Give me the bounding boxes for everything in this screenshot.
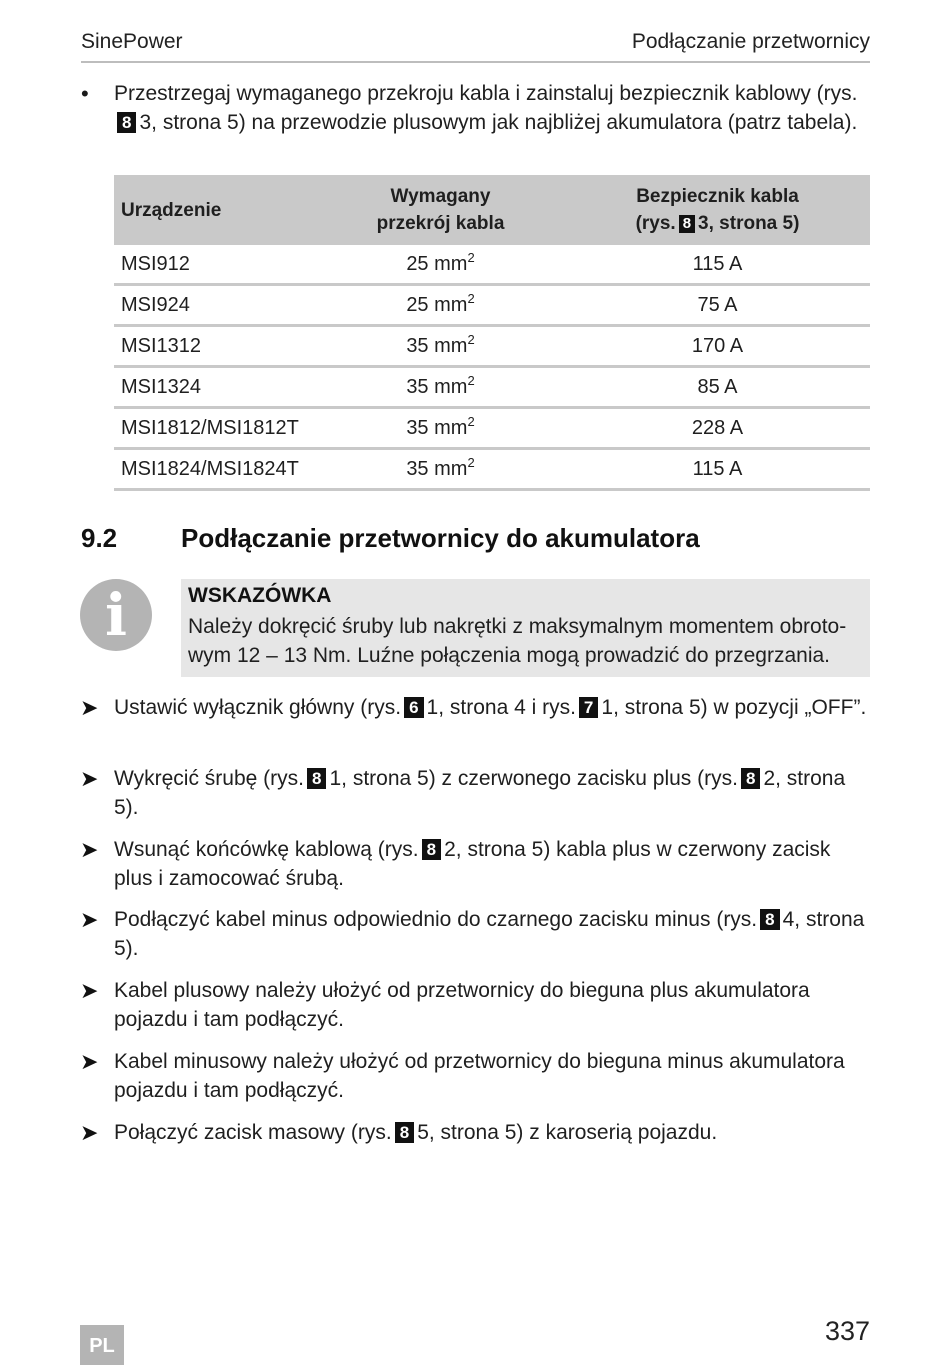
table-row — [114, 367, 870, 408]
figure-ref: 7 — [579, 697, 598, 718]
header-brand: SinePower — [81, 30, 183, 53]
step-arrow-icon: ➤ — [80, 978, 99, 1003]
bullet-marker: • — [81, 81, 89, 106]
cable-spec-table — [114, 175, 870, 491]
step-text: Podłączyć kabel minus odpowiednio do czarnego zacisku minus (rys. — [114, 908, 758, 931]
note-text: Należy dokręcić śruby lub nakrętki z maksymalnym momentem obroto-wym 12 – 13 Nm. Luźne połączenia mogą prowadzić do przegrzania. — [188, 615, 847, 667]
step-arrow-icon: ➤ — [80, 837, 99, 862]
table-header-row — [114, 175, 870, 245]
header-fuse-line1: Bezpiecznik kabla — [636, 186, 799, 207]
cell-section — [316, 367, 565, 408]
language-badge: PL — [80, 1325, 124, 1365]
unit-exponent: 2 — [467, 413, 475, 429]
cell-section — [316, 245, 565, 285]
intro-text-b: 3, strona 5) na przewodzie plusowym jak najbliżej akumulatora (patrz tabela). — [139, 110, 858, 134]
header-fuse-line2a: (rys. — [635, 213, 676, 234]
cell-fuse: 115 A — [565, 245, 870, 285]
header-cable-section — [316, 175, 565, 245]
step-6: Kabel minusowy należy ułożyć od przetwornicy do bieguna minus akumulatora pojazdu i tam podłączyć. — [114, 1050, 845, 1102]
unit-exponent: 2 — [467, 249, 475, 265]
info-icon — [80, 579, 152, 651]
step-arrow-icon: ➤ — [80, 1120, 99, 1145]
step-text: 4, strona 5). — [114, 908, 865, 960]
cell-device: MSI1312 — [114, 326, 316, 367]
step-4 — [114, 906, 870, 963]
step-arrow-icon: ➤ — [80, 695, 99, 720]
step-arrow-icon: ➤ — [80, 907, 99, 932]
unit-exponent: 2 — [467, 372, 475, 388]
section-value: 35 mm — [406, 334, 468, 357]
figure-ref: 8 — [760, 909, 779, 930]
table-row — [114, 449, 870, 490]
step-3 — [114, 836, 870, 893]
figure-ref: 8 — [395, 1122, 414, 1143]
cell-device: MSI912 — [114, 245, 316, 285]
unit-exponent: 2 — [467, 454, 475, 470]
figure-ref: 8 — [117, 112, 136, 133]
figure-ref: 8 — [307, 768, 326, 789]
unit-exponent: 2 — [467, 331, 475, 347]
figure-ref: 6 — [404, 697, 423, 718]
step-text: 1, strona 5) w pozycji „OFF”. — [601, 696, 867, 719]
cell-fuse: 228 A — [565, 408, 870, 449]
step-5: Kabel plusowy należy ułożyć od przetwornicy do bieguna plus akumulatora pojazdu i tam podłączyć. — [114, 979, 810, 1031]
step-text: Wsunąć końcówkę kablową (rys. — [114, 838, 419, 861]
step-text: 5, strona 5) z karoserią pojazdu. — [417, 1121, 718, 1144]
cell-fuse: 170 A — [565, 326, 870, 367]
cell-fuse: 115 A — [565, 449, 870, 490]
step-text: Połączyć zacisk masowy (rys. — [114, 1121, 392, 1144]
section-number: 9.2 — [81, 523, 118, 553]
step-text: 1, strona 4 i rys. — [426, 696, 576, 719]
figure-ref: 8 — [679, 215, 695, 233]
table-row — [114, 326, 870, 367]
cell-device: MSI1324 — [114, 367, 316, 408]
section-value: 25 mm — [406, 293, 468, 316]
header-device: Urządzenie — [114, 175, 316, 245]
table-row — [114, 285, 870, 326]
step-2 — [114, 765, 870, 822]
header-section-line1: Wymagany — [390, 186, 491, 207]
cell-section — [316, 285, 565, 326]
cell-device: MSI924 — [114, 285, 316, 326]
header-section-line2: przekrój kabla — [376, 213, 505, 234]
info-icon-glyph: i — [104, 581, 128, 649]
section-value: 35 mm — [406, 375, 468, 398]
step-text: Wykręcić śrubę (rys. — [114, 767, 304, 790]
step-text: 2, strona 5) kabla plus w czerwony zacisk plus i zamocować śrubą. — [114, 838, 831, 890]
intro-paragraph — [114, 80, 870, 137]
step-1 — [114, 694, 870, 723]
table-row — [114, 245, 870, 285]
cell-section — [316, 326, 565, 367]
step-text: 2, strona 5). — [114, 767, 846, 819]
cell-section — [316, 449, 565, 490]
section-value: 35 mm — [406, 416, 468, 439]
header-fuse-line2b: 3, strona 5) — [698, 213, 800, 234]
section-value: 25 mm — [406, 252, 468, 275]
step-7 — [114, 1119, 870, 1148]
intro-text-a: Przestrzegaj wymaganego przekroju kabla i zainstaluj bezpiecznik kablowy (rys. — [114, 82, 858, 105]
cell-device: MSI1824/MSI1824T — [114, 449, 316, 490]
cell-fuse: 75 A — [565, 285, 870, 326]
section-value: 35 mm — [406, 457, 468, 480]
section-title: Podłączanie przetwornicy do akumulatora — [181, 523, 700, 553]
cell-fuse: 85 A — [565, 367, 870, 408]
step-text: Ustawić wyłącznik główny (rys. — [114, 696, 402, 719]
step-arrow-icon: ➤ — [80, 1049, 99, 1074]
note-title: WSKAZÓWKA — [188, 584, 332, 607]
header-chapter: Podłączanie przetwornicy — [631, 30, 870, 53]
figure-ref: 8 — [741, 768, 760, 789]
figure-ref: 8 — [422, 839, 441, 860]
page-header — [81, 30, 870, 63]
table-row — [114, 408, 870, 449]
cell-section — [316, 408, 565, 449]
unit-exponent: 2 — [467, 290, 475, 306]
cell-device: MSI1812/MSI1812T — [114, 408, 316, 449]
step-arrow-icon: ➤ — [80, 766, 99, 791]
header-fuse — [565, 175, 870, 245]
page-number: 337 — [824, 1316, 870, 1346]
note-box — [181, 579, 870, 677]
step-text: 1, strona 5) z czerwonego zacisku plus (rys. — [329, 767, 738, 790]
